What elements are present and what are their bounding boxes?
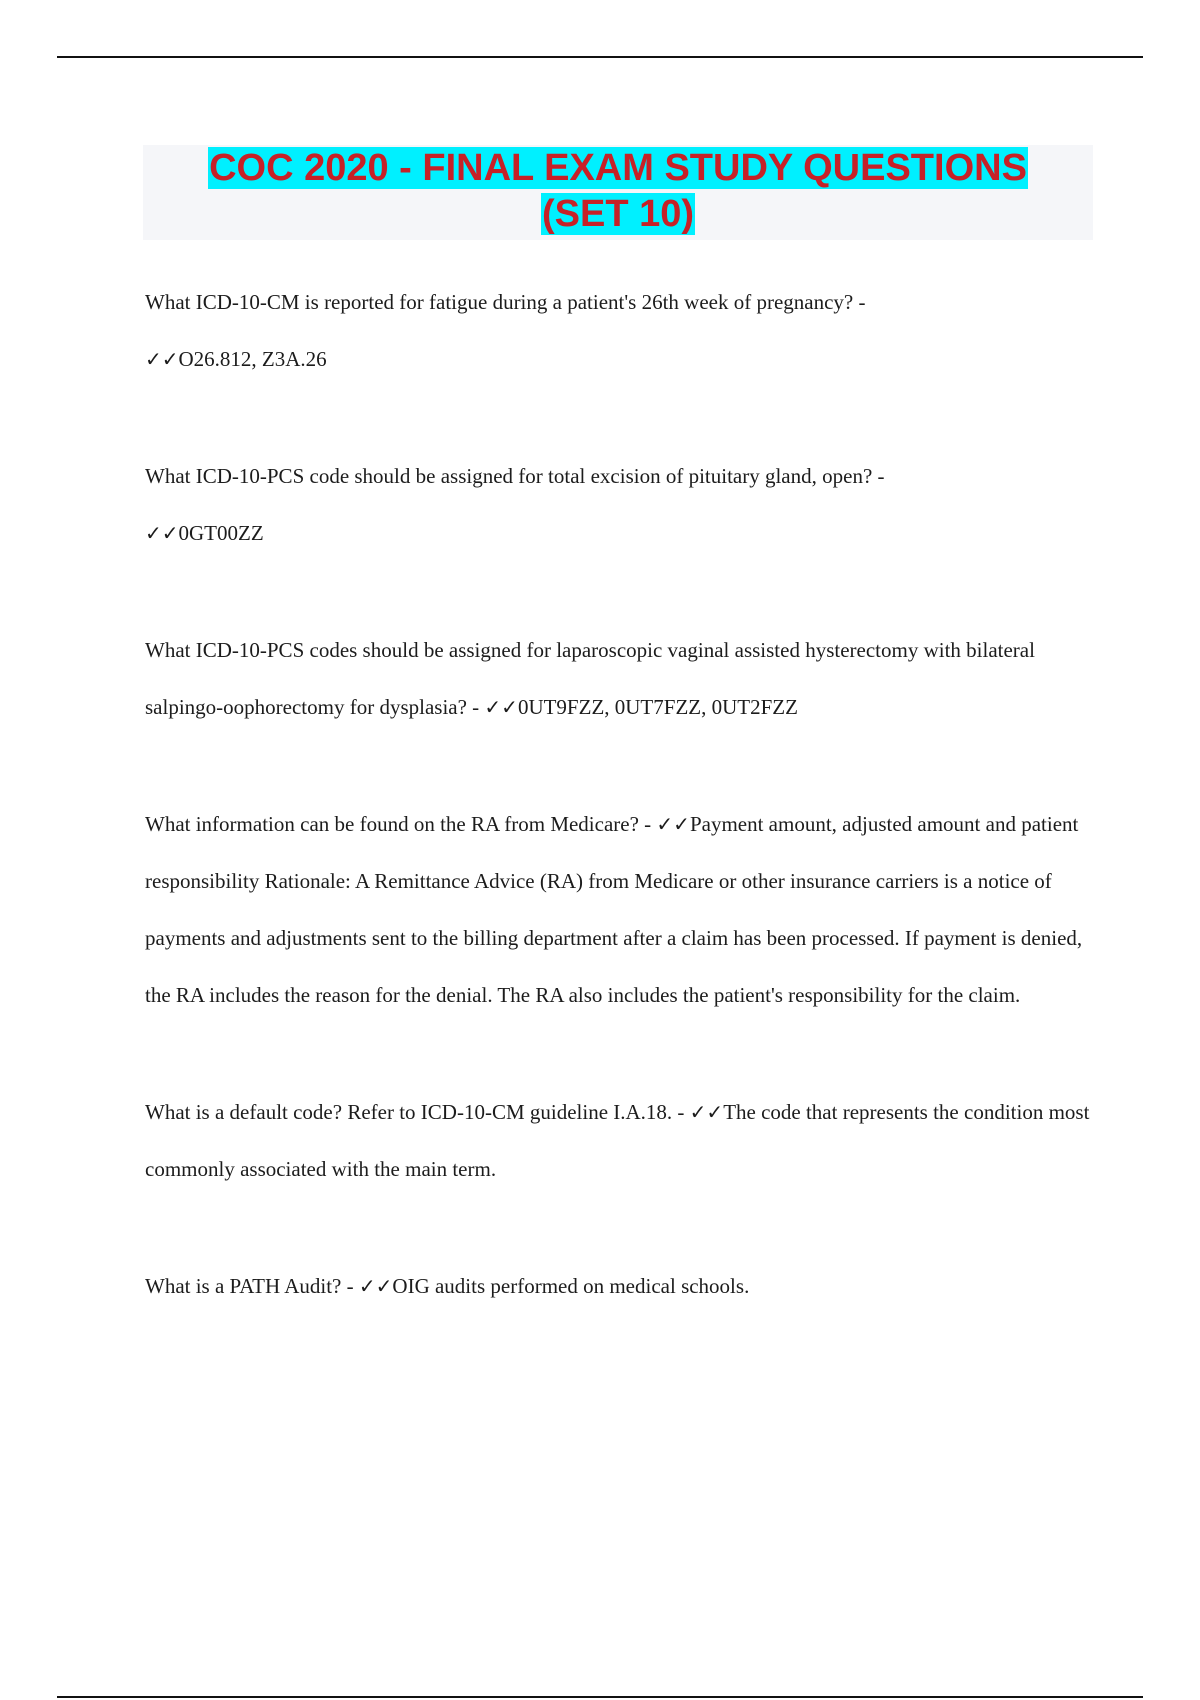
qa-item-6 [145, 1258, 1090, 1315]
check-icon: ✓✓ [145, 521, 179, 545]
question-text: What ICD-10-CM is reported for fatigue during a patient's 26th week of pregnancy? - [145, 290, 866, 314]
check-icon: ✓✓ [358, 1274, 393, 1298]
question-text: What ICD-10-PCS codes should be assigned for laparoscopic vaginal assisted hysterectomy with bilateral salpingo-oophorectomy for dysplasia? - [145, 638, 1035, 719]
answer-text: Payment amount, adjusted amount and patient responsibility Rationale: A Remittance Advice (RA) from Medicare or other insurance carriers is a notice of payments and adjustments sent to the billing department after a claim has been processed. If payment is denied, the RA includes the reason for the denial. The RA also includes the patient's responsibility for the claim. [145, 812, 1083, 1007]
title-line-2: (SET 10) [541, 193, 695, 235]
answer-text: 0UT9FZZ, 0UT7FZZ, 0UT2FZZ [517, 695, 798, 719]
title-banner [143, 145, 1093, 240]
answer-text: The code that represents the condition most commonly associated with the main term. [145, 1100, 1090, 1181]
qa-item-2 [145, 448, 1090, 562]
qa-item-5 [145, 1084, 1090, 1198]
check-icon: ✓✓ [484, 695, 518, 719]
question-text: What ICD-10-PCS code should be assigned for total excision of pituitary gland, open? - [145, 464, 885, 488]
question-text: What information can be found on the RA from Medicare? - [145, 812, 652, 836]
page-title [143, 145, 1093, 237]
check-icon: ✓✓ [656, 812, 690, 836]
title-line-1: COC 2020 - FINAL EXAM STUDY QUESTIONS [209, 147, 1027, 189]
check-icon: ✓✓ [689, 1100, 724, 1124]
question-text: What is a PATH Audit? - [145, 1274, 354, 1298]
qa-list [145, 284, 1090, 1315]
question-text: What is a default code? Refer to ICD-10-CM guideline I.A.18. - [145, 1100, 685, 1124]
qa-item-4 [145, 796, 1090, 1024]
answer-text: O26.812, Z3A.26 [178, 347, 327, 371]
check-icon: ✓✓ [145, 347, 179, 371]
bottom-rule [57, 1696, 1143, 1698]
qa-item-1 [145, 274, 1090, 388]
answer-text: OIG audits performed on medical schools. [392, 1274, 750, 1298]
top-rule [57, 56, 1143, 58]
answer-text: 0GT00ZZ [178, 521, 264, 545]
qa-item-3 [145, 622, 1090, 736]
